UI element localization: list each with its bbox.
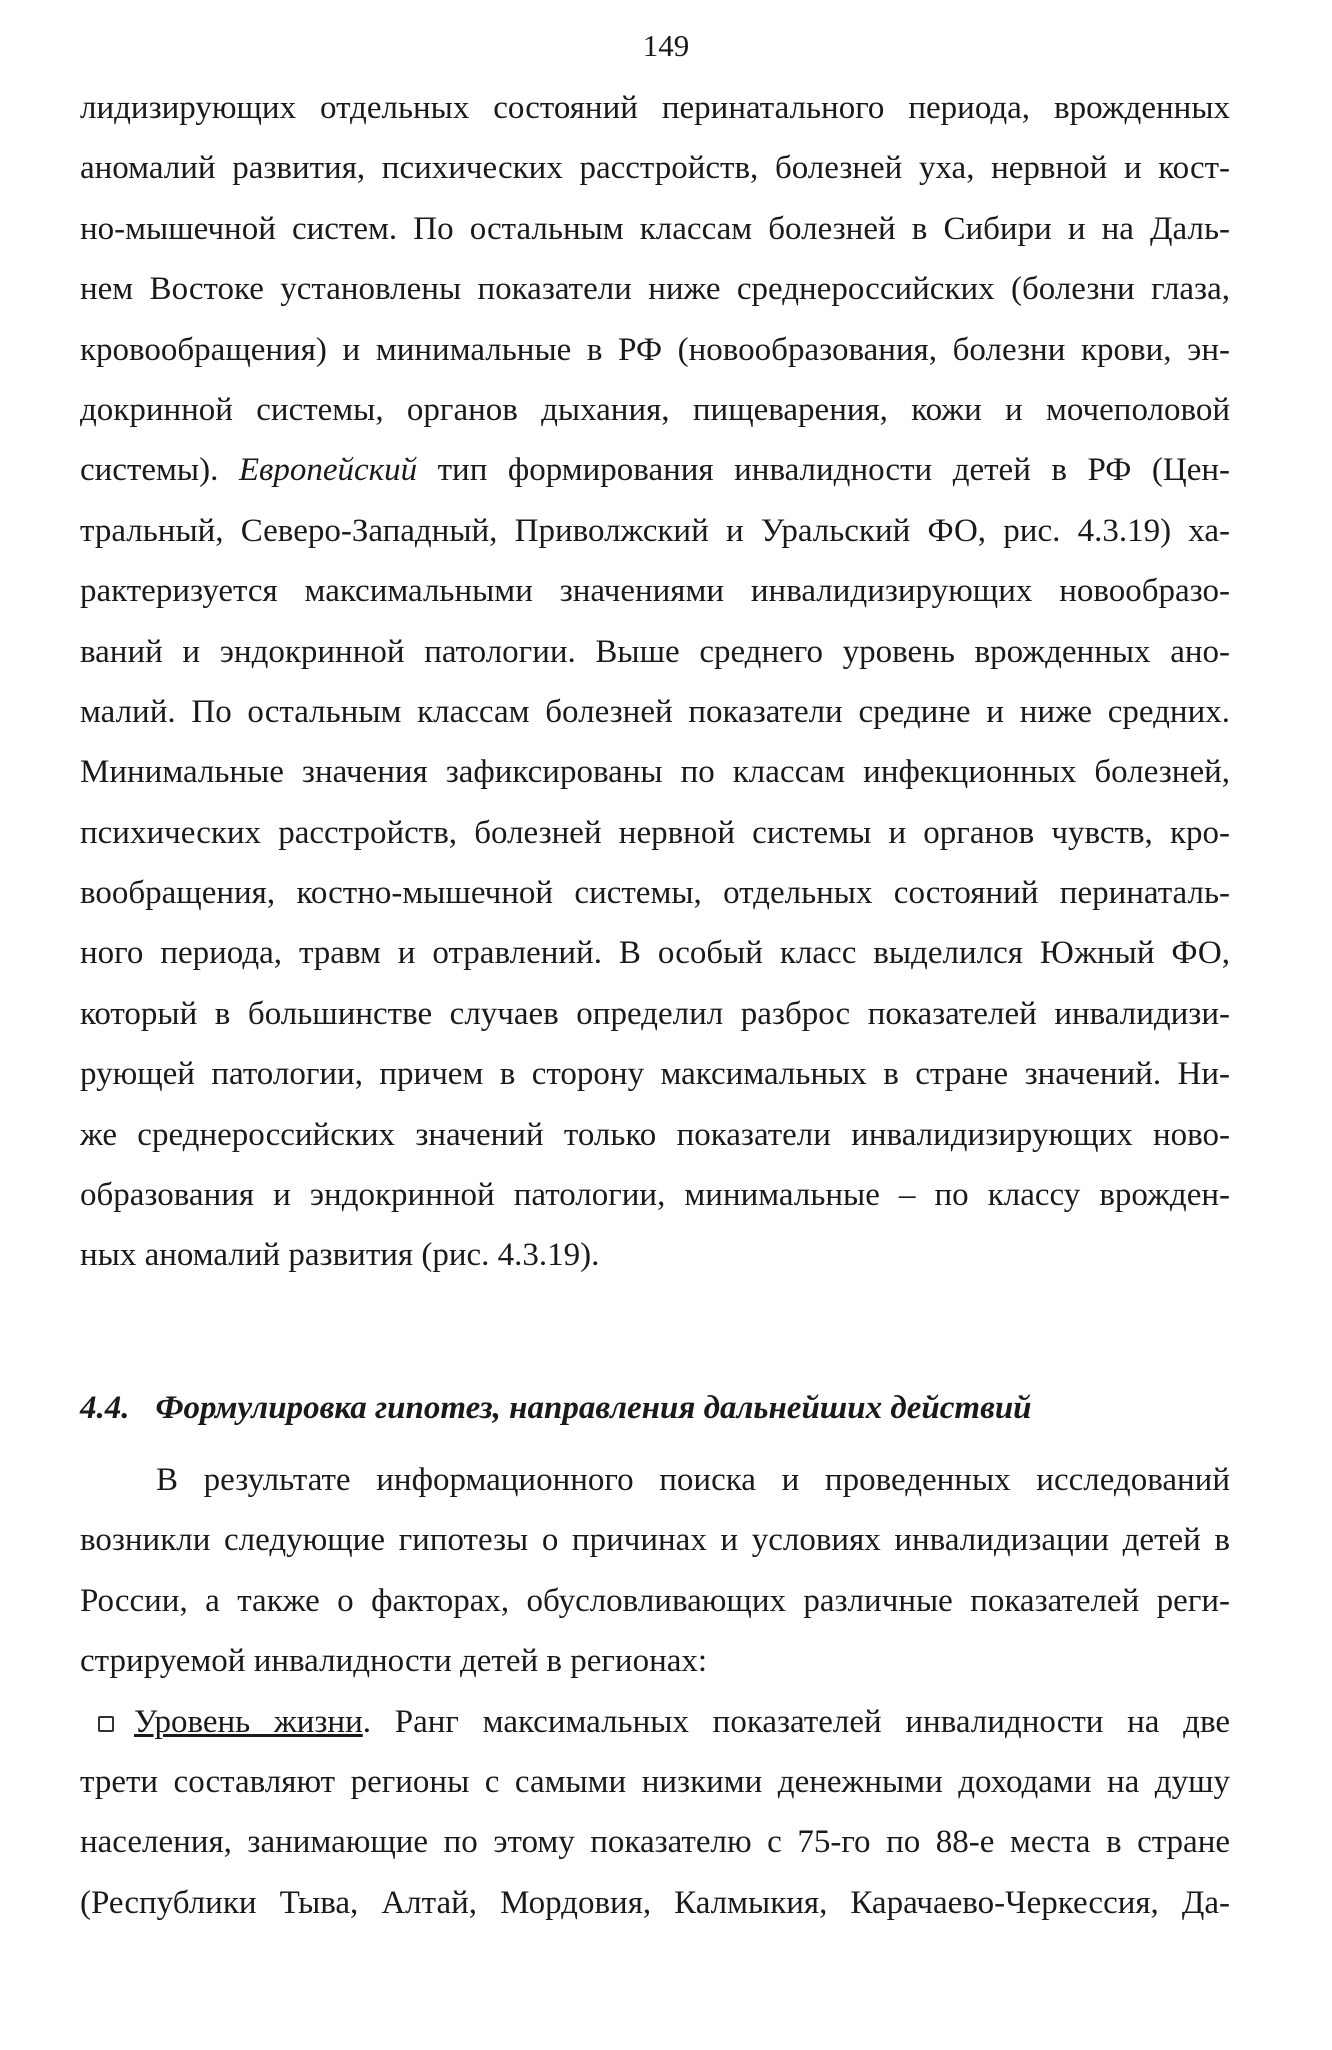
paragraph-2 bbox=[80, 1450, 1230, 1933]
italic-term: Европейский bbox=[238, 452, 418, 489]
text-line bbox=[80, 440, 1230, 500]
text-segment: системы). bbox=[80, 452, 239, 489]
text-line: аномалий развития, психических расстройств, болезней уха, нервной и кост- bbox=[80, 150, 1230, 187]
text-line: лидизирующих отдельных состояний перинатального периода, врожденных bbox=[80, 90, 1230, 126]
section-heading bbox=[80, 1390, 1230, 1427]
text-line: ваний и эндокринной патологии. Выше среднего уровень врожденных ано- bbox=[80, 633, 1230, 670]
bullet-item bbox=[80, 1692, 1230, 1752]
text-line: (Республики Тыва, Алтай, Мордовия, Калмыкия, Карачаево-Черкессия, Да- bbox=[80, 1884, 1230, 1921]
text-line: Минимальные значения зафиксированы по классам инфекционных болезней, bbox=[80, 754, 1230, 791]
text-line: докринной системы, органов дыхания, пищеварения, кожи и мочеполовой bbox=[80, 391, 1230, 428]
text-line: В результате информационного поиска и проведенных исследований bbox=[156, 1462, 1230, 1498]
text-line: ного периода, травм и отравлений. В особый класс выделился Южный ФО, bbox=[80, 935, 1230, 972]
text-line: же среднероссийских значений только показатели инвалидизирующих ново- bbox=[80, 1116, 1230, 1153]
text-line: трети составляют регионы с самыми низкими денежными доходами на душу bbox=[80, 1763, 1230, 1800]
text-line: который в большинстве случаев определил разброс показателей инвалидизи- bbox=[80, 995, 1230, 1032]
section-number: 4.4. bbox=[80, 1390, 130, 1426]
bullet-label: Уровень жизни bbox=[134, 1703, 363, 1740]
paragraph-1 bbox=[80, 78, 1230, 1286]
section-title: Формулировка гипотез, направления дальнейших действий bbox=[155, 1390, 1032, 1426]
text-line: образования и эндокринной патологии, минимальные – по классу врожден- bbox=[80, 1177, 1230, 1214]
text-line: тральный, Северо-Западный, Приволжский и Уральский ФО, рис. 4.3.19) ха- bbox=[80, 512, 1230, 549]
text-line: нем Востоке установлены показатели ниже среднероссийских (болезни глаза, bbox=[80, 271, 1230, 308]
text-line: ных аномалий развития (рис. 4.3.19). bbox=[80, 1237, 600, 1274]
text-line: возникли следующие гипотезы о причинах и условиях инвалидизации детей в bbox=[80, 1522, 1230, 1559]
text-segment: . Ранг максимальных показателей инвалидности на две bbox=[362, 1703, 1231, 1740]
square-bullet-icon bbox=[98, 1716, 114, 1732]
text-line: рактеризуется максимальными значениями инвалидизирующих новообразо- bbox=[80, 573, 1230, 610]
text-line: вообращения, костно-мышечной системы, отдельных состояний перинаталь- bbox=[80, 875, 1230, 912]
text-line: стрируемой инвалидности детей в регионах: bbox=[80, 1643, 708, 1680]
text-line: психических расстройств, болезней нервной системы и органов чувств, кро- bbox=[80, 814, 1230, 851]
page-number: 149 bbox=[642, 28, 690, 63]
text-line: населения, занимающие по этому показателю с 75-го по 88-е места в стране bbox=[80, 1824, 1230, 1861]
text-line: но-мышечной систем. По остальным классам болезней в Сибири и на Даль- bbox=[80, 210, 1230, 247]
text-line: малий. По остальным классам болезней показатели средине и ниже средних. bbox=[80, 693, 1230, 730]
text-line: рующей патологии, причем в сторону максимальных в стране значений. Ни- bbox=[80, 1056, 1230, 1093]
text-line: России, а также о факторах, обусловливающих различные показателей реги- bbox=[80, 1582, 1230, 1619]
text-line: кровообращения) и минимальные в РФ (новообразования, болезни крови, эн- bbox=[80, 331, 1230, 368]
text-segment: тип формирования инвалидности детей в РФ (Цен- bbox=[417, 452, 1230, 489]
